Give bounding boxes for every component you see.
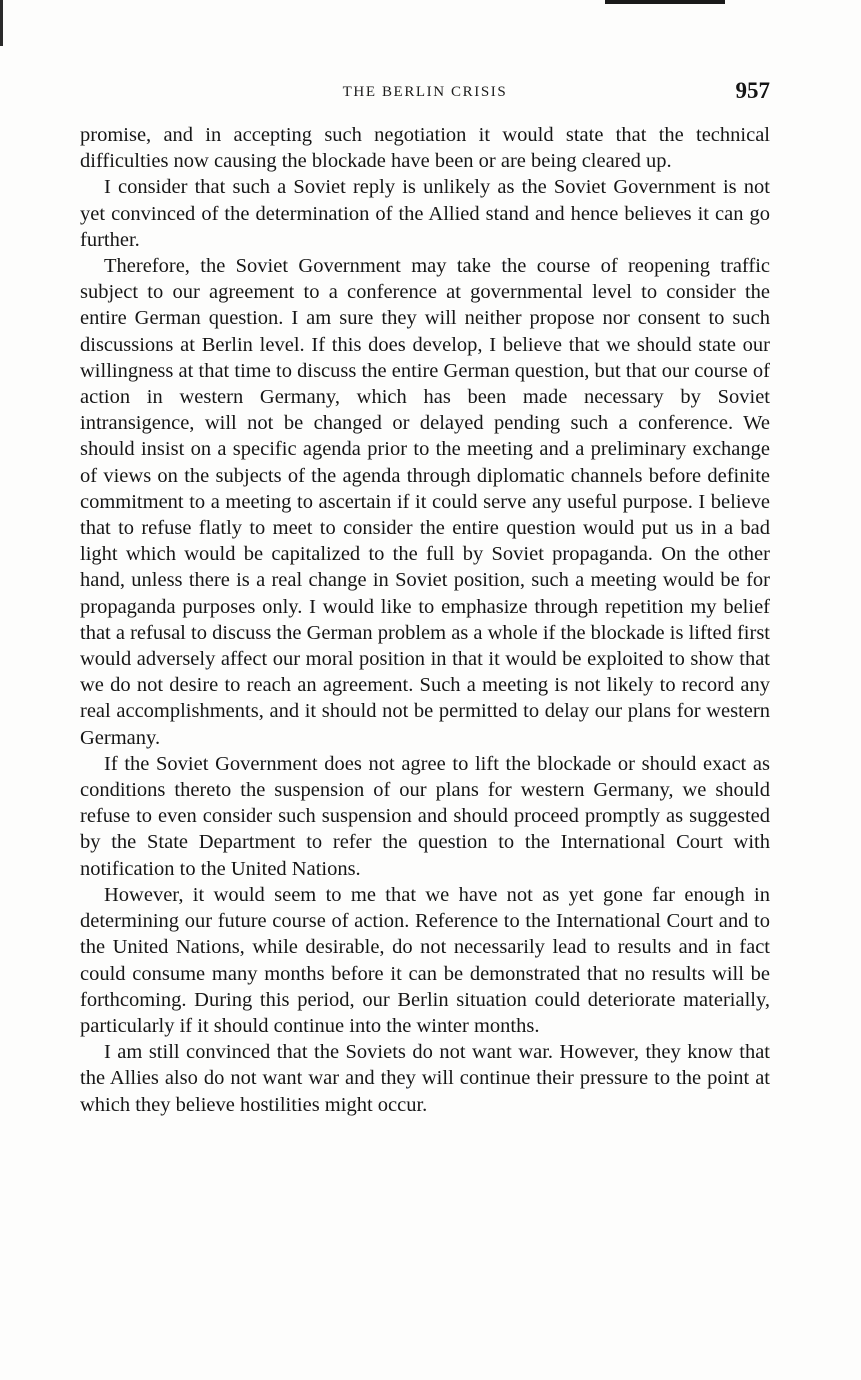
scan-edge-mark [605,0,725,4]
scan-binding-edge [0,0,3,46]
paragraph: I am still convinced that the Soviets do not want war. However, they know that the Allies also do not want war and they will continue their pressure to the point at which they believe hostilities might occur. [80,1041,770,1116]
paragraph: I consider that such a Soviet reply is unlikely as the Soviet Government is not yet convinced of the determination of the Allied stand and hence believes it can go further. [80,176,770,251]
paragraph: If the Soviet Government does not agree to lift the blockade or should exact as conditions thereto the suspension of our plans for western Germany, we should refuse to even consider such suspension and should proceed promptly as suggested by the State Department to refer the question to the International Court with notification to the United Nations. [80,752,770,880]
running-head [80,80,770,110]
body-text [80,122,770,1118]
running-title: THE BERLIN CRISIS [342,84,508,100]
paragraph: However, it would seem to me that we have not as yet gone far enough in determining our future course of action. Reference to the International Court and to the United Nations, while desirable, do not necessarily lead to results and in fact could consume many months before it can be demonstrated that no results will be forthcoming. During this period, our Berlin situation could deteriorate materially, particularly if it should continue into the winter months. [80,883,770,1037]
paragraph-continued: promise, and in accepting such negotiation it would state that the technical difficulties now causing the blockade have been or are being cleared up. [80,124,770,173]
paragraph: Therefore, the Soviet Government may take the course of reopening traffic subject to our agreement to a conference at governmental level to consider the entire German question. I am sure they will neither propose nor consent to such discussions at Berlin level. If this does develop, I believe that we should state our willingness at that time to discuss the entire German question, but that our course of action in western Germany, which has been made necessary by Soviet intransigence, will not be changed or delayed pending such a conference. We should insist on a specific agenda prior to the meeting and a preliminary exchange of views on the subjects of the agenda through diplomatic channels before definite commitment to a meeting to ascertain if it could serve any useful purpose. I believe that to refuse flatly to meet to consider the entire question would put us in a bad light which would be capitalized to the full by Soviet propaganda. On the other hand, unless there is a real change in Soviet position, such a meeting would be for propaganda purposes only. I would like to emphasize through repetition my belief that a refusal to discuss the German problem as a whole if the blockade is lifted first would adversely affect our moral position in that it would be exploited to show that we do not desire to reach an agreement. Such a meeting is not likely to record any real accomplishments, and it should not be permitted to delay our plans for western Germany. [80,255,770,749]
page-number: 957 [735,78,770,103]
